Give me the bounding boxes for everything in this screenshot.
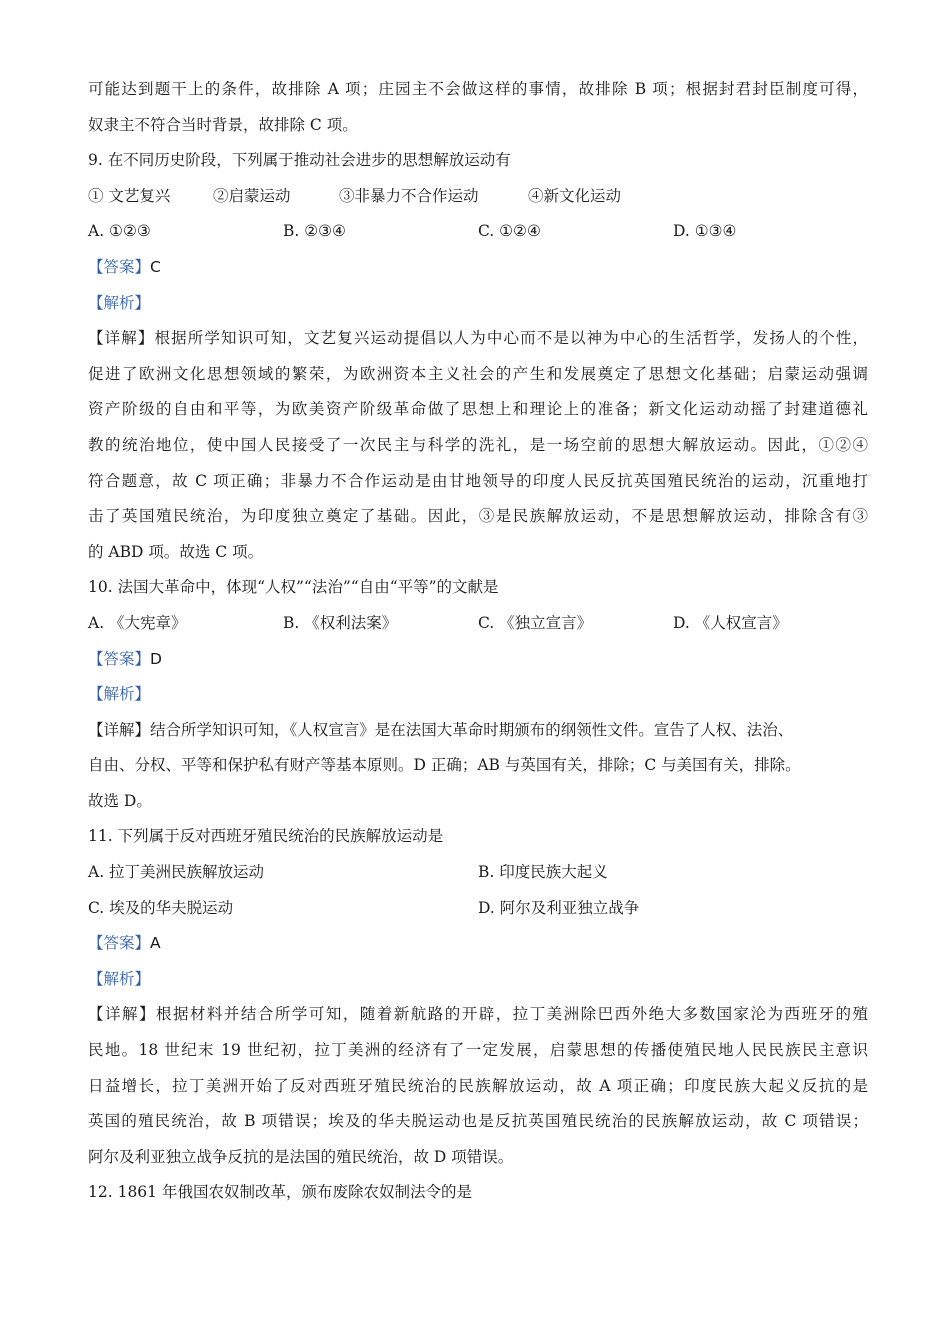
q9-condition: ① 文艺复兴 xyxy=(88,186,171,205)
q9-detail-line: 教的统治地位，使中国人民接受了一次民主与科学的洗礼，是一场空前的思想大解放运动。因此，①②④ xyxy=(88,435,868,454)
q11-detail-line xyxy=(88,997,868,1033)
q10-option-b: B. 《权利法案》 xyxy=(283,613,398,632)
detail-tag: 【详解】 xyxy=(88,329,155,348)
q10-analysis xyxy=(88,677,868,713)
answer-value: D xyxy=(150,649,162,668)
document-page xyxy=(88,72,868,1211)
q11-detail-line: 民地。18 世纪末 19 世纪初，拉丁美洲的经济有了一定发展，启蒙思想的传播使殖民地人民民族民主意识 xyxy=(88,1041,868,1060)
analysis-tag: 【解析】 xyxy=(88,685,151,704)
q11-detail-line: 日益增长，拉丁美洲开始了反对西班牙殖民统治的民族解放运动，故 A 项正确；印度民族大起义反抗的是 xyxy=(88,1076,868,1095)
q10-options xyxy=(88,606,868,642)
q12-stem: 12. 1861 年俄国农奴制改革，颁布废除农奴制法令的是 xyxy=(88,1183,472,1202)
q9-analysis xyxy=(88,286,868,322)
q11-stem: 11. 下列属于反对西班牙殖民统治的民族解放运动是 xyxy=(88,827,444,846)
q10-detail-line xyxy=(88,713,868,749)
q11-options-row xyxy=(88,855,868,891)
q11-detail-line: 阿尔及利亚独立战争反抗的是法国的殖民统治，故 D 项错误。 xyxy=(88,1147,514,1166)
q9-answer xyxy=(88,250,868,286)
q9-detail-line: 的 ABD 项。故选 C 项。 xyxy=(88,542,264,561)
analysis-tag: 【解析】 xyxy=(88,293,151,312)
q9-detail-line xyxy=(88,321,868,357)
q9-option-c: C. ①②④ xyxy=(478,222,541,241)
detail-tag: 【详解】 xyxy=(88,720,151,739)
q9-detail-line: 符合题意，故 C 项正确；非暴力不合作运动是由甘地领导的印度人民反抗英国殖民统治的运动，沉重地打 xyxy=(88,471,868,490)
q10-answer xyxy=(88,642,868,678)
q10-option-d: D. 《人权宣言》 xyxy=(673,613,788,632)
q9-condition: ④新文化运动 xyxy=(528,186,622,205)
q9-option-b: B. ②③④ xyxy=(283,222,346,241)
q9-condition: ③非暴力不合作运动 xyxy=(339,186,479,205)
q9-detail-line: 击了英国殖民统治，为印度独立奠定了基础。因此，③是民族解放运动，不是思想解放运动，排除含有③ xyxy=(88,507,868,526)
answer-value: A xyxy=(150,934,161,953)
q11-option-c: C. 埃及的华夫脱运动 xyxy=(88,898,234,917)
q11-option-d: D. 阿尔及利亚独立战争 xyxy=(478,898,640,917)
q10-detail-line: 自由、分权、平等和保护私有财产等基本原则。D 正确；AB 与英国有关，排除；C 与美国有关，排除。 xyxy=(88,756,801,775)
q11-detail-line: 英国的殖民统治，故 B 项错误；埃及的华夫脱运动也是反抗英国殖民统治的民族解放运动，故 C 项错误； xyxy=(88,1112,868,1131)
q9-option-a: A. ①②③ xyxy=(88,222,151,241)
answer-tag: 【答案】 xyxy=(88,649,151,668)
q11-option-a: A. 拉丁美洲民族解放运动 xyxy=(88,863,265,882)
intro-line: 可能达到题干上的条件，故排除 A 项；庄园主不会做这样的事情，故排除 B 项；根据封君封臣制度可得， xyxy=(88,80,868,98)
analysis-tag: 【解析】 xyxy=(88,969,151,988)
detail-text: 根据所学知识可知，文艺复兴运动提倡以人为中心而不是以神为中心的生活哲学，发扬人的个性， xyxy=(154,329,868,348)
q10-detail-line: 故选 D。 xyxy=(88,791,152,810)
q11-analysis xyxy=(88,962,868,998)
q11-answer xyxy=(88,926,868,962)
q9-conditions xyxy=(88,179,868,215)
q11-option-b: B. 印度民族大起义 xyxy=(478,863,608,882)
answer-tag: 【答案】 xyxy=(88,934,151,953)
detail-tag: 【详解】 xyxy=(88,1005,156,1024)
q9-options xyxy=(88,214,868,250)
answer-value: C xyxy=(150,257,161,276)
q10-stem: 10. 法国大革命中，体现“人权”“法治”“自由“平等”的文献是 xyxy=(88,578,499,597)
q10-option-a: A. 《大宪章》 xyxy=(88,613,187,632)
detail-text: 根据材料并结合所学可知，随着新航路的开辟，拉丁美洲除巴西外绝大多数国家沦为西班牙的殖 xyxy=(155,1005,868,1024)
q9-condition: ②启蒙运动 xyxy=(213,186,291,205)
q9-stem: 9. 在不同历史阶段，下列属于推动社会进步的思想解放运动有 xyxy=(88,151,511,170)
detail-text: 结合所学知识可知，《人权宣言》是在法国大革命时期颁布的纲领性文件。宣告了人权、法治、 xyxy=(150,720,794,739)
q9-detail-line: 促进了欧洲文化思想领域的繁荣，为欧洲资本主义社会的产生和发展奠定了思想文化基础；启蒙运动强调 xyxy=(88,364,868,383)
q10-option-c: C. 《独立宣言》 xyxy=(478,613,593,632)
q11-options-row xyxy=(88,891,868,927)
intro-line: 奴隶主不符合当时背景，故排除 C 项。 xyxy=(88,115,358,134)
answer-tag: 【答案】 xyxy=(88,257,151,276)
q9-detail-line: 资产阶级的自由和平等，为欧美资产阶级革命做了思想上和理论上的准备；新文化运动动摇了封建道德礼 xyxy=(88,400,868,419)
q9-option-d: D. ①③④ xyxy=(673,222,737,241)
